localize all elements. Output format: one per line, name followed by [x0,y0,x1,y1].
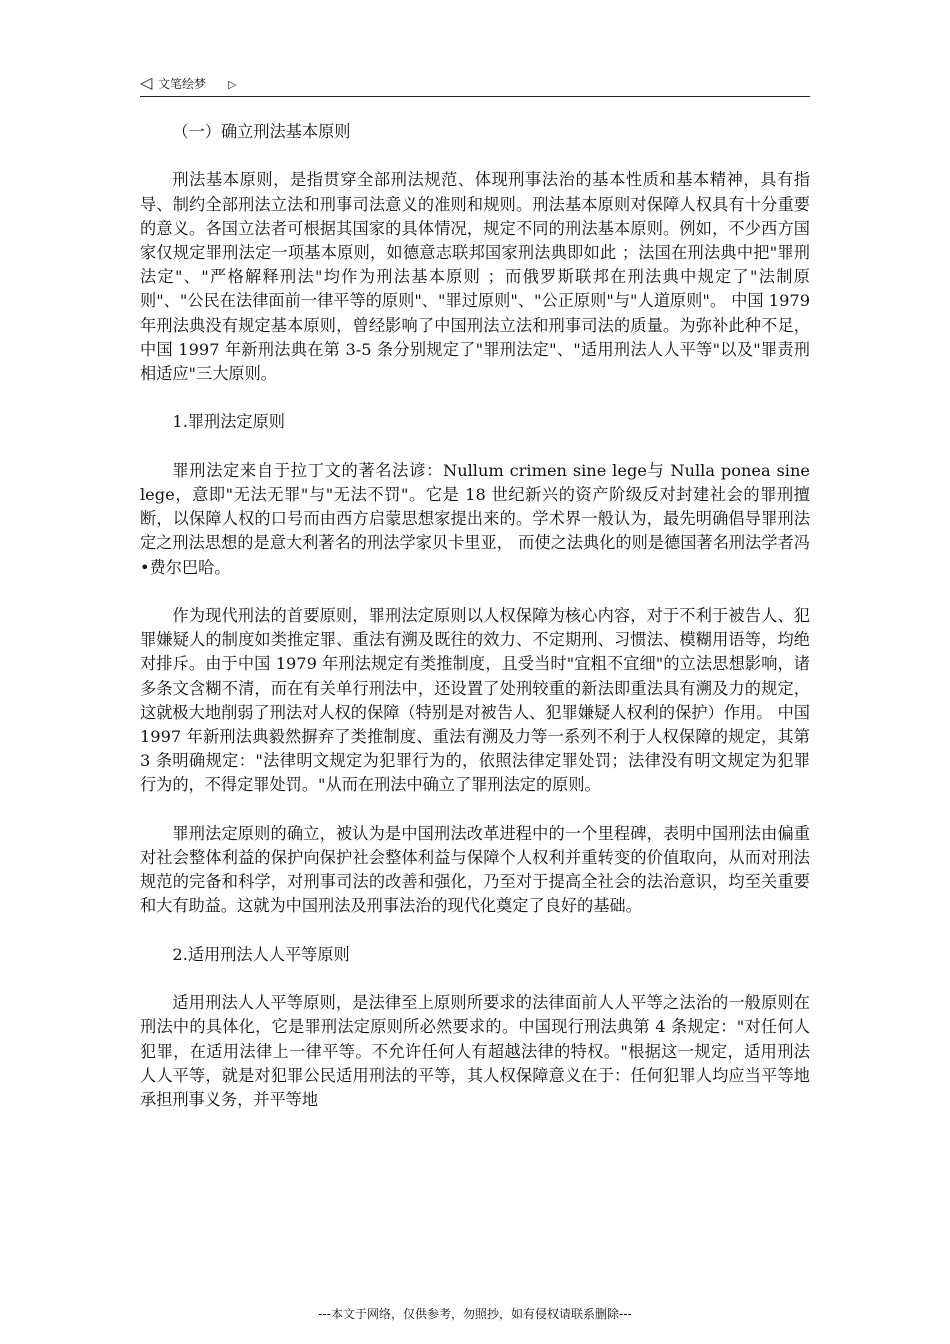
paragraph-legality-origin: 罪刑法定来自于拉丁文的著名法谚：Nullum crimen sine lege与 Nulla ponea sine lege，意即"无法无罪"与"无法不罚"。它是 18 世纪新兴的资产阶级反对封建社会的罪刑擅断，以保障人权的口号而由西方启蒙思想家提出来的。学术界一般认为，最先明确倡导罪刑法定之刑法思想的是意大利著名的刑法学家贝卡里亚， 而使之法典化的则是德国著名刑法学者冯•费尔巴哈。 [140,460,810,577]
page-footer-notice: ---本文于网络，仅供参考，勿照抄，如有侵权请联系删除--- [318,1307,632,1321]
triangle-left-icon: ◁ [140,73,153,92]
triangle-right-icon: ▷ [228,78,237,91]
section-heading: （一）确立刑法基本原则 [172,122,351,141]
header-brand: 文笔绘梦 [158,77,207,91]
paragraph-equality: 适用刑法人人平等原则，是法律至上原则所要求的法律面前人人平等之法治的一般原则在刑法中的具体化，它是罪刑法定原则所必然要求的。中国现行刑法典第 4 条规定："对任何人犯罪，在适用法律上一律平等。不允许任何人有超越法律的特权。"根据这一规定，适用刑法人人平等，就是对犯罪公民适用刑法的平等，其人权保障意义在于：任何犯罪人均应当平等地承担刑事义务，并平等地 [140,993,810,1110]
paragraph-basic-principles: 刑法基本原则，是指贯穿全部刑法规范、体现刑事法治的基本性质和基本精神，具有指导、制约全部刑法立法和刑事司法意义的准则和规则。刑法基本原则对保障人权具有十分重要的意义。各国立法者可根据其国家的具体情况，规定不同的刑法基本原则。例如，不少西方国家仅规定罪刑法定一项基本原则，如德意志联邦国家刑法典即如此 ；法国在刑法典中把"罪刑法定"、"严格解释刑法"均作为刑法基本原则 ；而俄罗斯联邦在刑法典中规定了"法制原则"、"公民在法律面前一律平等的原则"、"罪过原则"、"公正原则"与"人道原则"。 中国 1979 年刑法典没有规定基本原则，曾经影响了中国刑法立法和刑事司法的质量。为弥补此种不足，中国 1997 年新刑法典在第 3-5 条分别规定了"罪刑法定"、"适用刑法人人平等"以及"罪责刑相适应"三大原则。 [140,170,810,384]
paragraph-legality-content: 作为现代刑法的首要原则，罪刑法定原则以人权保障为核心内容，对于不利于被告人、犯罪嫌疑人的制度如类推定罪、重法有溯及既往的效力、不定期刑、习惯法、模糊用语等，均绝对排斥。由于中国 1979 年刑法规定有类推制度，且受当时"宜粗不宜细"的立法思想影响，诸多条文含糊不清，而在有关单行刑法中，还设置了处刑较重的新法即重法具有溯及力的规定， 这就极大地削弱了刑法对人权的保障（特别是对被告人、犯罪嫌疑人权利的保护）作用。 中国 1997 年新刑法典毅然摒弃了类推制度、重法有溯及力等一系列不利于人权保障的规定，其第 3 条明确规定："法律明文规定为犯罪行为的，依照法律定罪处罚；法律没有明文规定为犯罪行为的，不得定罪处罚。"从而在刑法中确立了罪刑法定的原则。 [140,606,810,795]
subsection-heading-legality: 1.罪刑法定原则 [172,412,285,432]
page-header [140,74,810,97]
subsection-heading-equality: 2.适用刑法人人平等原则 [172,944,350,964]
paragraph-legality-significance: 罪刑法定原则的确立，被认为是中国刑法改革进程中的一个里程碑，表明中国刑法由偏重对社会整体利益的保护向保护社会整体利益与保障个人权利并重转变的价值取向，从而对刑法规范的完备和科学，对刑事司法的改善和强化，乃至对于提高全社会的法治意识，均至关重要和大有助益。这就为中国刑法及刑事法治的现代化奠定了良好的基础。 [140,823,810,916]
document-body [140,120,810,1136]
